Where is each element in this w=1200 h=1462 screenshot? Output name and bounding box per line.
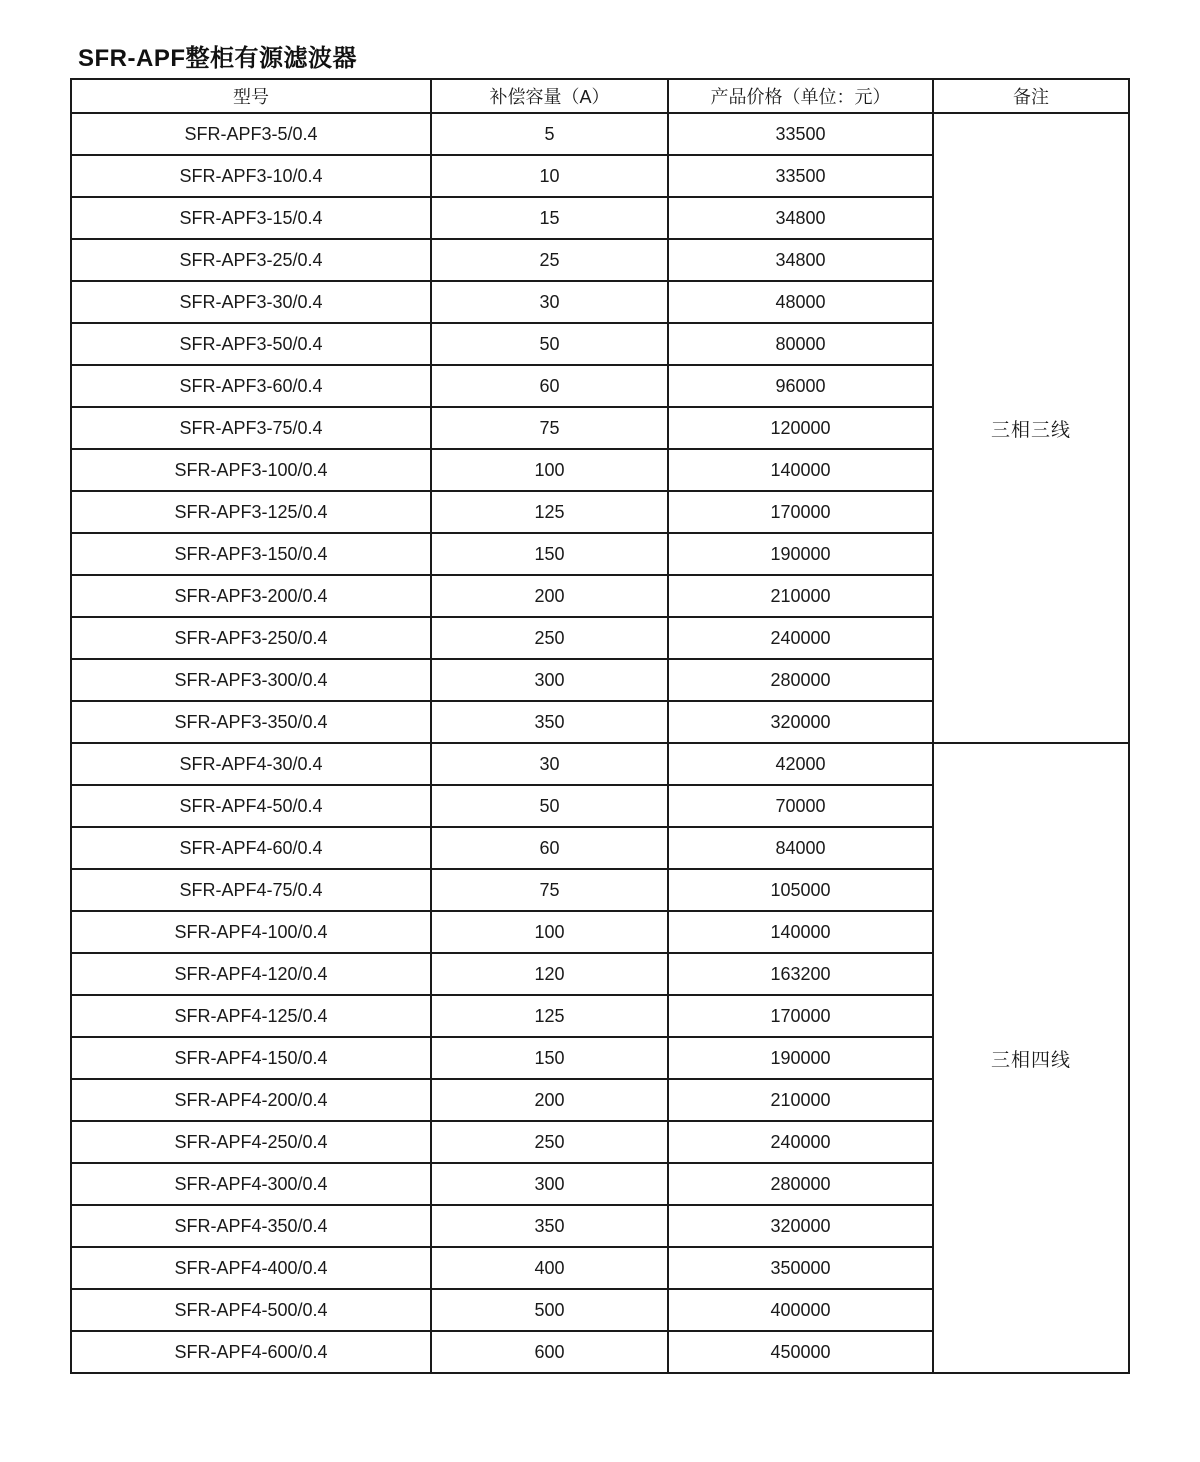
- capacity-cell: 600: [431, 1331, 668, 1373]
- price-cell: 163200: [668, 953, 933, 995]
- price-cell: 190000: [668, 533, 933, 575]
- model-cell: SFR-APF4-300/0.4: [71, 1163, 431, 1205]
- capacity-cell: 250: [431, 617, 668, 659]
- model-cell: SFR-APF4-350/0.4: [71, 1205, 431, 1247]
- capacity-cell: 300: [431, 659, 668, 701]
- model-cell: SFR-APF3-30/0.4: [71, 281, 431, 323]
- table-body: [71, 113, 1129, 1373]
- capacity-cell: 75: [431, 407, 668, 449]
- price-cell: 400000: [668, 1289, 933, 1331]
- capacity-cell: 300: [431, 1163, 668, 1205]
- price-cell: 170000: [668, 995, 933, 1037]
- model-cell: SFR-APF3-75/0.4: [71, 407, 431, 449]
- price-cell: 240000: [668, 617, 933, 659]
- model-cell: SFR-APF4-150/0.4: [71, 1037, 431, 1079]
- price-cell: 33500: [668, 113, 933, 155]
- model-cell: SFR-APF3-15/0.4: [71, 197, 431, 239]
- capacity-cell: 25: [431, 239, 668, 281]
- capacity-cell: 100: [431, 911, 668, 953]
- model-cell: SFR-APF3-100/0.4: [71, 449, 431, 491]
- capacity-cell: 30: [431, 743, 668, 785]
- remark-cell: 三相三线: [933, 113, 1129, 743]
- header-model: 型号: [71, 79, 431, 113]
- price-cell: 210000: [668, 1079, 933, 1121]
- price-cell: 84000: [668, 827, 933, 869]
- price-cell: 48000: [668, 281, 933, 323]
- capacity-cell: 150: [431, 533, 668, 575]
- model-cell: SFR-APF4-250/0.4: [71, 1121, 431, 1163]
- capacity-cell: 10: [431, 155, 668, 197]
- header-price: 产品价格（单位：元）: [668, 79, 933, 113]
- model-cell: SFR-APF4-125/0.4: [71, 995, 431, 1037]
- price-cell: 120000: [668, 407, 933, 449]
- capacity-cell: 5: [431, 113, 668, 155]
- model-cell: SFR-APF4-400/0.4: [71, 1247, 431, 1289]
- page-title: SFR-APF整柜有源滤波器: [78, 45, 357, 72]
- price-cell: 33500: [668, 155, 933, 197]
- price-cell: 450000: [668, 1331, 933, 1373]
- price-cell: 105000: [668, 869, 933, 911]
- price-cell: 280000: [668, 1163, 933, 1205]
- price-cell: 240000: [668, 1121, 933, 1163]
- price-cell: 320000: [668, 701, 933, 743]
- capacity-cell: 60: [431, 365, 668, 407]
- capacity-cell: 120: [431, 953, 668, 995]
- capacity-cell: 100: [431, 449, 668, 491]
- price-cell: 34800: [668, 197, 933, 239]
- model-cell: SFR-APF4-60/0.4: [71, 827, 431, 869]
- price-cell: 170000: [668, 491, 933, 533]
- header-capacity: 补偿容量（A）: [431, 79, 668, 113]
- price-cell: 96000: [668, 365, 933, 407]
- capacity-cell: 500: [431, 1289, 668, 1331]
- model-cell: SFR-APF3-350/0.4: [71, 701, 431, 743]
- capacity-cell: 60: [431, 827, 668, 869]
- price-table: [70, 78, 1130, 1374]
- model-cell: SFR-APF4-100/0.4: [71, 911, 431, 953]
- price-cell: 140000: [668, 911, 933, 953]
- model-cell: SFR-APF3-125/0.4: [71, 491, 431, 533]
- price-cell: 70000: [668, 785, 933, 827]
- model-cell: SFR-APF4-200/0.4: [71, 1079, 431, 1121]
- model-cell: SFR-APF4-600/0.4: [71, 1331, 431, 1373]
- model-cell: SFR-APF3-60/0.4: [71, 365, 431, 407]
- model-cell: SFR-APF4-500/0.4: [71, 1289, 431, 1331]
- header-remark: 备注: [933, 79, 1129, 113]
- price-cell: 190000: [668, 1037, 933, 1079]
- price-cell: 42000: [668, 743, 933, 785]
- capacity-cell: 200: [431, 575, 668, 617]
- model-cell: SFR-APF3-250/0.4: [71, 617, 431, 659]
- model-cell: SFR-APF3-200/0.4: [71, 575, 431, 617]
- model-cell: SFR-APF3-300/0.4: [71, 659, 431, 701]
- price-cell: 280000: [668, 659, 933, 701]
- capacity-cell: 250: [431, 1121, 668, 1163]
- capacity-cell: 400: [431, 1247, 668, 1289]
- model-cell: SFR-APF4-120/0.4: [71, 953, 431, 995]
- price-cell: 320000: [668, 1205, 933, 1247]
- price-cell: 140000: [668, 449, 933, 491]
- price-cell: 210000: [668, 575, 933, 617]
- price-cell: 34800: [668, 239, 933, 281]
- model-cell: SFR-APF3-25/0.4: [71, 239, 431, 281]
- model-cell: SFR-APF3-5/0.4: [71, 113, 431, 155]
- capacity-cell: 15: [431, 197, 668, 239]
- model-cell: SFR-APF4-75/0.4: [71, 869, 431, 911]
- model-cell: SFR-APF4-50/0.4: [71, 785, 431, 827]
- model-cell: SFR-APF3-50/0.4: [71, 323, 431, 365]
- price-cell: 80000: [668, 323, 933, 365]
- capacity-cell: 50: [431, 323, 668, 365]
- capacity-cell: 75: [431, 869, 668, 911]
- capacity-cell: 350: [431, 701, 668, 743]
- capacity-cell: 150: [431, 1037, 668, 1079]
- capacity-cell: 30: [431, 281, 668, 323]
- remark-cell: 三相四线: [933, 743, 1129, 1373]
- table-row: [71, 113, 1129, 155]
- capacity-cell: 125: [431, 995, 668, 1037]
- price-cell: 350000: [668, 1247, 933, 1289]
- capacity-cell: 350: [431, 1205, 668, 1247]
- capacity-cell: 50: [431, 785, 668, 827]
- capacity-cell: 125: [431, 491, 668, 533]
- model-cell: SFR-APF4-30/0.4: [71, 743, 431, 785]
- model-cell: SFR-APF3-10/0.4: [71, 155, 431, 197]
- table-header-row: [71, 79, 1129, 113]
- capacity-cell: 200: [431, 1079, 668, 1121]
- model-cell: SFR-APF3-150/0.4: [71, 533, 431, 575]
- table-row: [71, 743, 1129, 785]
